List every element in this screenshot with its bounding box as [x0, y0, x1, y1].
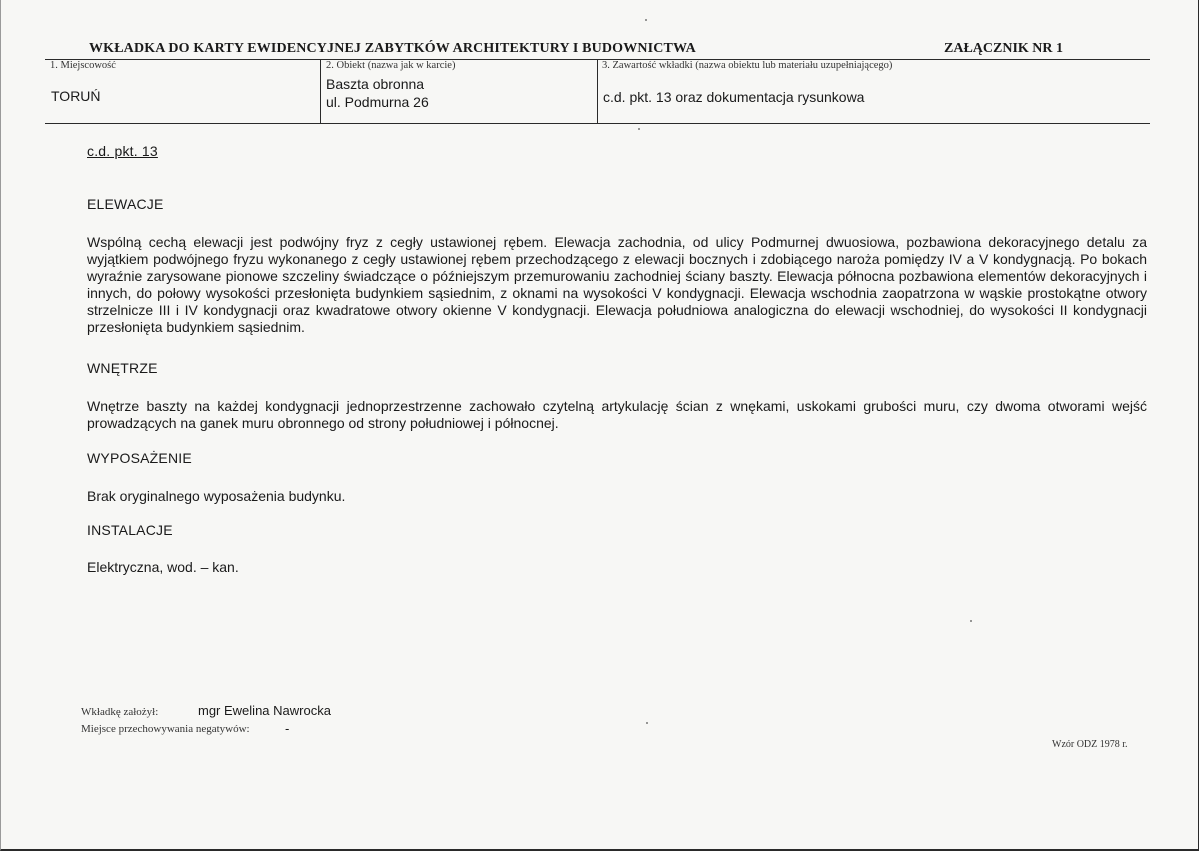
field-locality-value: TORUŃ: [51, 88, 101, 104]
author-label: Wkładkę założył:: [81, 706, 159, 718]
column-divider-1: [320, 59, 321, 124]
section-heading-equipment: WYPOSAŻENIE: [87, 450, 192, 466]
section-heading-elevations: ELEWACJE: [87, 196, 164, 212]
negatives-value: -: [285, 721, 290, 736]
section-heading-interior: WNĘTRZE: [87, 360, 158, 376]
negatives-label: Miejsce przechowywania negatywów:: [81, 723, 250, 735]
section-heading-installations: INSTALACJE: [87, 522, 173, 538]
scan-speck: [638, 128, 640, 130]
field-contents-value: c.d. pkt. 13 oraz dokumentacja rysunkowa: [603, 89, 865, 105]
column-divider-2: [597, 59, 598, 124]
annex-number: ZAŁĄCZNIK NR 1: [944, 41, 1064, 56]
scan-speck: [645, 19, 647, 21]
field-object-label: 2. Obiekt (nazwa jak w karcie): [326, 60, 456, 71]
section-text-installations: Elektryczna, wod. – kan.: [87, 559, 239, 575]
section-text-interior: Wnętrze baszty na każdej kondygnacji jednoprzestrzenne zachowało czytelną artykulację ścian z wnękami, uskokami grubości muru, czy dwoma otworami wejść prowadzących na ganek muru obronnego od strony południowej i północnej.: [87, 398, 1147, 431]
scan-speck: [970, 620, 972, 622]
template-note: Wzór ODZ 1978 r.: [1052, 739, 1128, 750]
document-title: WKŁADKA DO KARTY EWIDENCYJNEJ ZABYTKÓW ARCHITEKTURY I BUDOWNICTWA: [89, 41, 696, 56]
section-text-elevations: Wspólną cechą elewacji jest podwójny fryz z cegły ustawionej rębem. Elewacja zachodnia, od ulicy Podmurnej dwuosiowa, pozbawiona dekoracyjnego detalu za wyjątkiem podwójnego fryzu wykonanego z cegły ustawionej rębem przechodzącego z elewacji bocznych i zdobiącego naroża pomiędzy IV a V kondygnacją. Po bokach wyraźnie zarysowane pionowe szczeliny świadczące o późniejszym przemurowaniu zachodniej ściany baszty. Elewacja północna pozbawiona elementów dekoracyjnych i innych, do połowy wysokości przesłonięta budynkiem sąsiednim, z oknami na wysokości V kondygnacji. Elewacja wschodnia zaopatrzona w wąskie prostokątne otwory strzelnicze III i IV kondygnacji oraz kwadratowe otwory okienne V kondygnacji. Elewacja południowa analogiczna do elewacji wschodniej, do wysokości II kondygnacji przesłonięta budynkiem sąsiednim.: [87, 234, 1147, 335]
field-contents-label: 3. Zawartość wkładki (nazwa obiektu lub materiału uzupełniającego): [602, 60, 893, 71]
author-value: mgr Ewelina Nawrocka: [198, 703, 331, 718]
scan-speck: [646, 722, 648, 724]
field-locality-label: 1. Miejscowość: [50, 60, 116, 71]
continuation-heading: c.d. pkt. 13: [87, 143, 158, 159]
field-object-value-line2: ul. Podmurna 26: [326, 94, 429, 110]
field-object-value-line1: Baszta obronna: [326, 76, 425, 92]
section-text-equipment: Brak oryginalnego wyposażenia budynku.: [87, 488, 346, 504]
